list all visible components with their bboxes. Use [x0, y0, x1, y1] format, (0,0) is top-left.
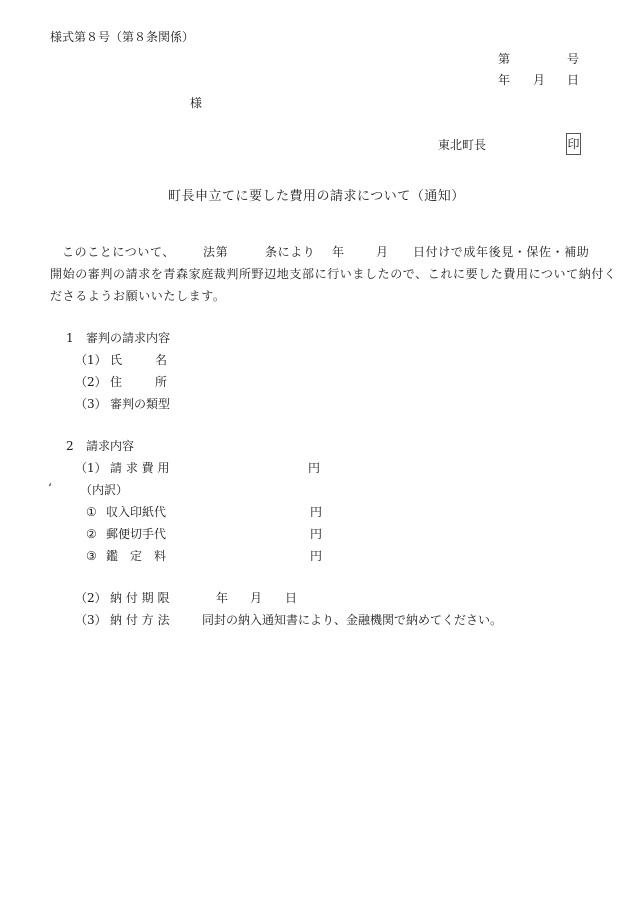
section1-item2-label-a: 住: [110, 375, 123, 389]
section1-item1-num: （1）: [75, 353, 107, 367]
section1-item3-label: 審判の類型: [110, 397, 171, 411]
sender-name: 東北町長: [438, 138, 487, 152]
doc-number-prefix: 第: [498, 52, 511, 66]
date-day: 日: [567, 73, 580, 87]
seal-box: 印: [566, 133, 581, 155]
breakdown-1-unit: 円: [310, 505, 323, 519]
doc-number-suffix: 号: [567, 52, 580, 66]
body-text-1e: 月: [376, 245, 389, 259]
addressee-suffix: 様: [190, 96, 203, 110]
section1-number: 1: [66, 331, 74, 345]
body-text-1f: 日付けで成年後見・保佐・補助: [413, 245, 590, 259]
cost-label: 請 求 費 用: [110, 461, 170, 475]
deadline-day: 日: [285, 591, 298, 605]
deadline-num: （2）: [75, 591, 107, 605]
method-label: 納 付 方 法: [110, 613, 170, 627]
breakdown-1-num: ①: [86, 505, 97, 519]
body-text-3: ださるようお願いいたします。: [50, 289, 226, 303]
breakdown-2-num: ②: [86, 527, 97, 541]
body-text-2: 開始の審判の請求を青森家庭裁判所野辺地支部に行いましたので、これに要した費用について納付く: [50, 267, 617, 281]
deadline-month: 月: [250, 591, 263, 605]
breakdown-3-label: 鑑 定 料: [106, 549, 167, 563]
section1-item2-label-b: 所: [155, 375, 168, 389]
form-number: 様式第８号（第８条関係）: [50, 30, 195, 44]
deadline-year: 年: [216, 591, 229, 605]
body-text-1b: 法第: [203, 245, 229, 259]
section1-item1-label-a: 氏: [110, 353, 123, 367]
body-text-1d: 年: [332, 245, 345, 259]
breakdown-1-label: 収入印紙代: [106, 505, 167, 519]
method-num: （3）: [75, 613, 107, 627]
breakdown-3-unit: 円: [310, 549, 323, 563]
section2-heading: 請求内容: [86, 439, 135, 453]
date-year: 年: [498, 73, 511, 87]
document-title: 町長申立てに要した費用の請求について（通知）: [168, 189, 465, 204]
section1-item2-num: （2）: [75, 375, 107, 389]
section1-item3-num: （3）: [75, 397, 107, 411]
breakdown-3-num: ③: [86, 549, 97, 563]
method-value: 同封の納入通知書により、金融機関で納めてください。: [202, 613, 503, 627]
cost-unit: 円: [308, 461, 321, 475]
breakdown-label: （内訳）: [80, 483, 129, 497]
section1-item1-label-b: 名: [155, 353, 168, 367]
section2-number: 2: [66, 439, 74, 453]
body-text-1a: このことについて、: [62, 245, 175, 259]
body-text-1c: 条により: [265, 245, 316, 259]
deadline-label: 納 付 期 限: [110, 591, 170, 605]
section1-heading: 審判の請求内容: [86, 331, 171, 345]
cost-num: （1）: [75, 461, 107, 475]
breakdown-2-label: 郵便切手代: [106, 527, 167, 541]
stray-mark: ‘: [48, 481, 52, 495]
breakdown-2-unit: 円: [310, 527, 323, 541]
date-month: 月: [533, 73, 546, 87]
